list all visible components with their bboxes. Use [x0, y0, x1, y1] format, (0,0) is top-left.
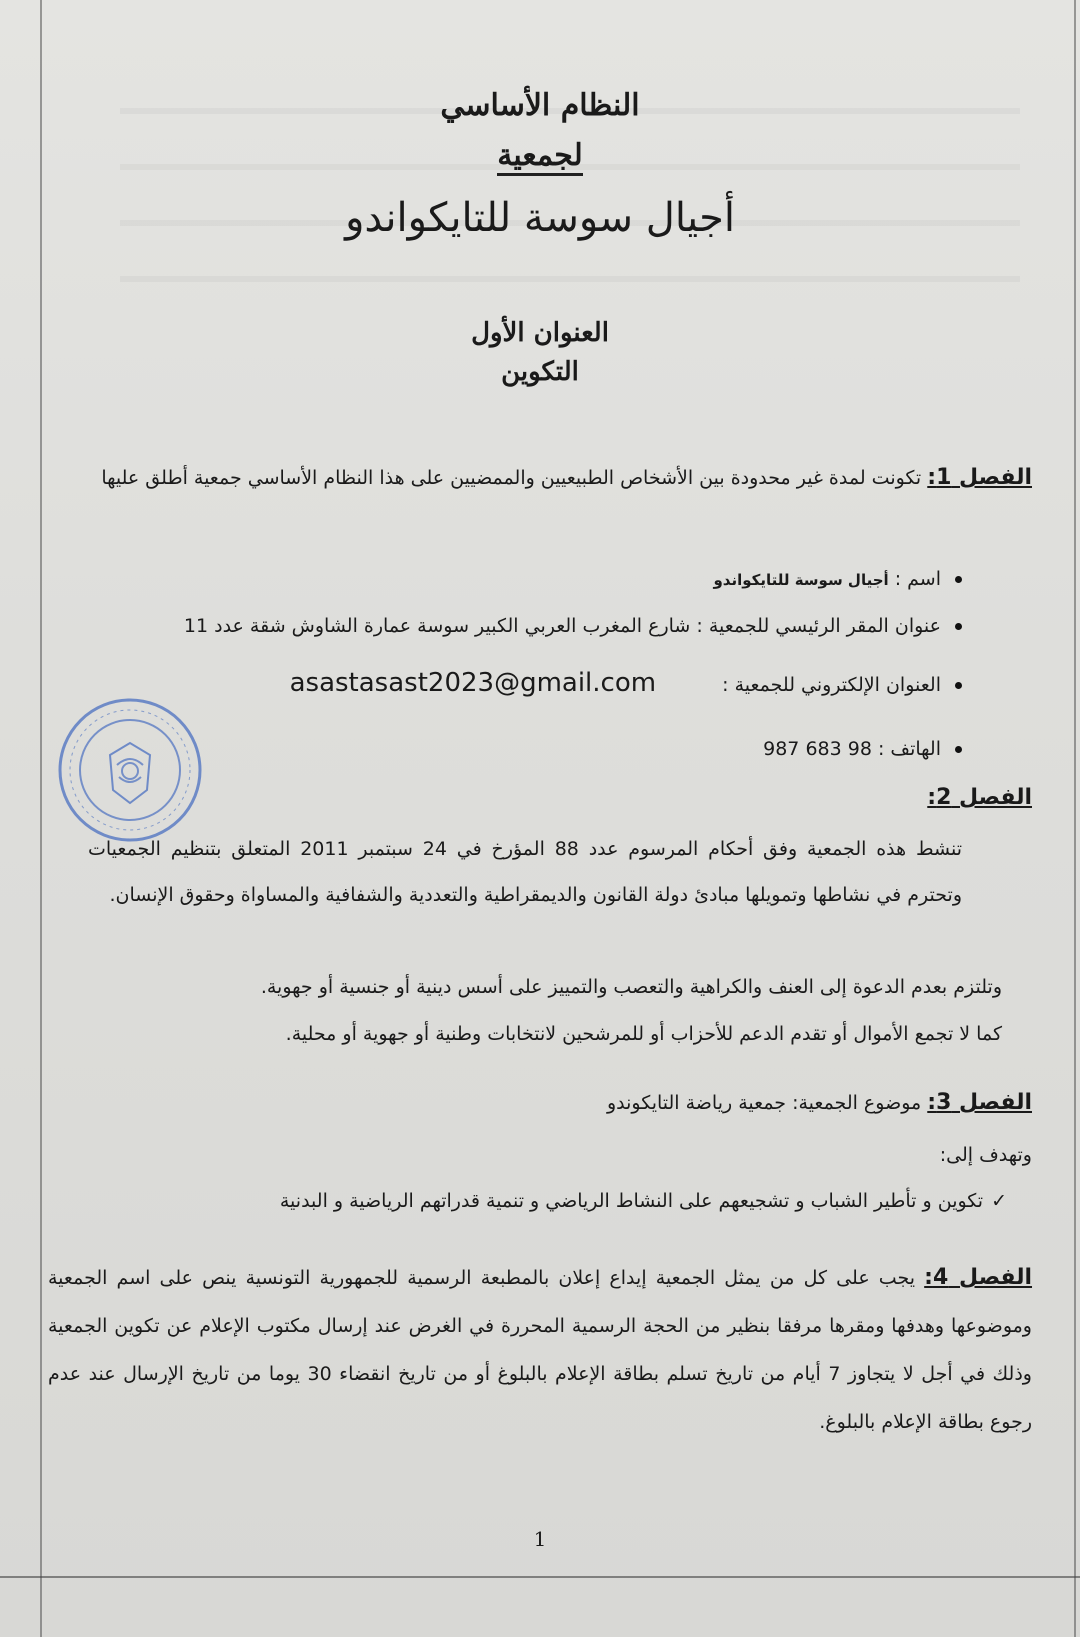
article-4-paragraph — [48, 1254, 1032, 1446]
article-2-heading — [927, 785, 1032, 810]
bullet-icon — [955, 746, 962, 753]
list-item-name: اسم : أجيال سوسة للتايكواندو — [713, 568, 962, 590]
page-bottom-edge — [0, 1576, 1080, 1578]
list-item-email: العنوان الإلكتروني للجمعية : asastasast2023@gmail.com — [290, 668, 962, 698]
article-3-aim-item: ✓تكوين و تأطير الشباب و تشجيعهم على النشاط الرياضي و تنمية قدراتهم الرياضية و البدنية — [279, 1190, 1007, 1212]
article-3-aims-label: وتهدف إلى: — [939, 1144, 1032, 1166]
bullet-icon — [955, 682, 962, 689]
article-2-paragraph-1: تنشط هذه الجمعية وفق أحكام المرسوم عدد 88 المؤرخ في 24 سبتمبر 2011 المتعلق بتنظيم الجمعيات وتحترم في نشاطها وتمويلها مبادئ دولة القانون والديمقراطية والتعددية والشفافية والمساواة وحقوق الإنسان. — [88, 838, 962, 906]
section-name: التكوين — [501, 357, 579, 387]
article-4-text: يجب على كل من يمثل الجمعية إيداع إعلان بالمطبعة الرسمية للجمهورية التونسية ينص على اسم الجمعية وموضوعها وهدفها ومقرها مرفقا بنظير من الحجة الرسمية المحررة في الغرض عند إرسال مكتوب الإعلام عن تكوين الجمعية وذلك في أجل لا يتجاوز 7 أيام من تاريخ تسلم بطاقة الإعلام بالبلوغ أو من تاريخ انقضاء 30 يوما من تاريخ الإرسال عند عدم رجوع بطاقة الإعلام بالبلوغ. — [48, 1267, 1032, 1433]
list-item-address: عنوان المقر الرئيسي للجمعية : شارع المغرب العربي الكبير سوسة عمارة الشاوش شقة عدد 11 — [184, 615, 962, 637]
article-2-label: الفصل 2: — [927, 785, 1032, 810]
article-1-text: تكونت لمدة غير محدودة بين الأشخاص الطبيعيين والممضيين على هذا النظام الأساسي جمعية أطلق عليها — [101, 467, 922, 489]
association-name: أجيال سوسة للتايكواندو — [345, 195, 735, 241]
checkmark-icon: ✓ — [991, 1190, 1007, 1212]
bullet-icon — [955, 623, 962, 630]
title-line-2: لجمعية — [48, 138, 1032, 173]
article-3-text: موضوع الجمعية: جمعية رياضة التايكوندو — [606, 1092, 922, 1114]
official-stamp-icon — [55, 695, 205, 845]
article-2-paragraph-3: كما لا تجمع الأموال أو تقدم الدعم للأحزاب أو للمرشحين لانتخابات وطنية أو جهوية أو محلية. — [285, 1023, 1002, 1045]
page-left-edge — [40, 0, 42, 1637]
email-address: asastasast2023@gmail.com — [289, 668, 657, 698]
article-3-heading — [607, 1090, 1032, 1115]
article-1-label: الفصل 1: — [927, 465, 1032, 490]
page-right-edge — [1074, 0, 1076, 1637]
section-label: العنوان الأول — [471, 318, 609, 348]
article-2-paragraph-2: وتلتزم بعدم الدعوة إلى العنف والكراهية والتعصب والتمييز على أسس دينية أو جنسية أو جهوية. — [260, 976, 1002, 998]
bullet-icon — [955, 576, 962, 583]
article-3-label: الفصل 3: — [927, 1090, 1032, 1115]
article-4-label: الفصل 4: — [924, 1265, 1033, 1290]
list-item-phone: الهاتف : 98 683 987 — [763, 738, 962, 760]
title-line-1: النظام الأساسي — [440, 88, 640, 123]
page-number: 1 — [533, 1527, 547, 1551]
article-1-paragraph — [48, 452, 1032, 504]
